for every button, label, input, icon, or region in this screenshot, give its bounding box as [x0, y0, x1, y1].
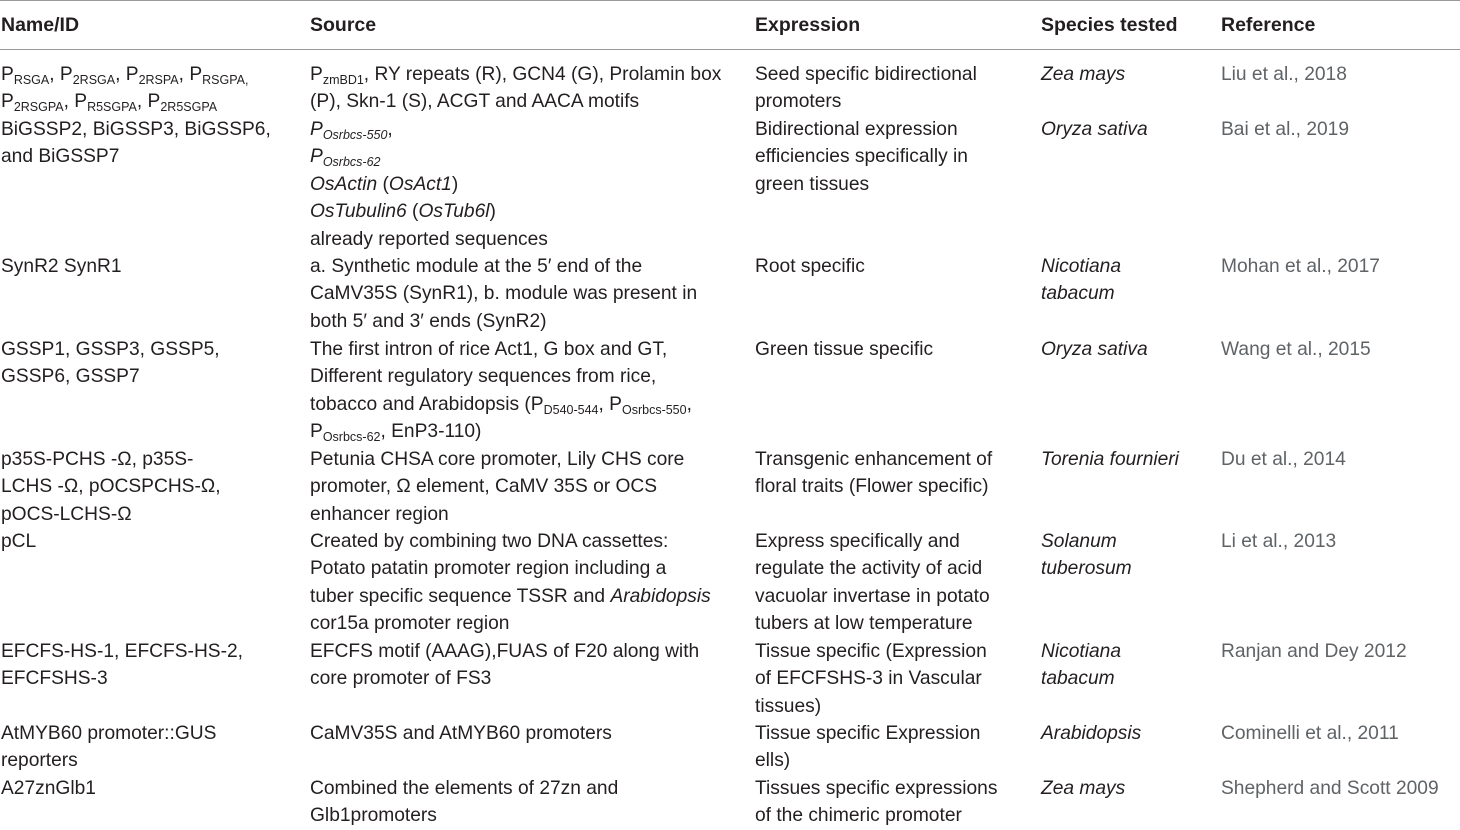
cell-line: Cominelli et al., 2011	[1221, 723, 1399, 744]
cell-line: Seed specific bidirectional	[755, 64, 977, 85]
cell-line: of the chimeric promoter	[755, 805, 962, 827]
cell-line: $P_{2RSGPA}$, $P_{R5SGPA}$, $P_{2R5SGPA}$	[1, 91, 218, 115]
cell-line: Different regulatory sequences from rice,	[310, 366, 657, 388]
cell-name-id	[1, 446, 221, 528]
cell-line: Tissue specific (Expression	[755, 641, 987, 662]
cell-line: $P_{zmBD1}$, RY repeats (R), GCN4 (G), Prolamin box	[310, 64, 722, 87]
cell-line: Ranjan and Dey 2012	[1221, 641, 1407, 662]
cell-line: and BiGSSP7	[1, 146, 120, 168]
cell-line: The first intron of rice Act1, G box and GT,	[310, 339, 668, 360]
cell-source	[310, 720, 612, 747]
header-source: Source	[310, 14, 377, 36]
cell-species	[1041, 638, 1121, 693]
cell-line: $P_{Osrbcs-550}$,	[310, 119, 393, 142]
cell-name-id	[1, 528, 36, 555]
cell-name-id	[1, 720, 216, 775]
cell-source	[310, 446, 684, 528]
cell-expression	[755, 253, 865, 280]
cell-line: OsActin (OsAct1)	[310, 173, 459, 195]
cell-line: tuberosum	[1041, 558, 1132, 580]
cell-line: enhancer region	[310, 503, 449, 525]
cell-name-id	[1, 116, 271, 171]
cell-line: pOCS-LCHS-Ω	[1, 503, 132, 525]
cell-source	[310, 528, 711, 638]
cell-expression	[755, 446, 992, 501]
cell-line: Tissue specific Expression	[755, 723, 981, 744]
header-rule	[0, 49, 1460, 50]
cell-line: reporters	[1, 750, 78, 772]
cell-line: Created by combining two DNA cassettes:	[310, 531, 669, 552]
cell-line: Express specifically and	[755, 531, 960, 552]
header-name-id: Name/ID	[1, 14, 80, 36]
cell-line: Oryza sativa	[1041, 119, 1148, 140]
cell-line: tabacum	[1041, 283, 1115, 305]
header-species-tested: Species tested	[1041, 14, 1178, 36]
cell-species	[1041, 61, 1125, 88]
cell-line: regulate the activity of acid	[755, 558, 983, 580]
cell-expression	[755, 116, 968, 198]
table-top-rule	[0, 0, 1460, 1]
cell-name-id	[1, 336, 220, 391]
cell-line: Du et al., 2014	[1221, 449, 1346, 470]
cell-line: Liu et al., 2018	[1221, 64, 1347, 85]
cell-reference	[1221, 775, 1439, 802]
cell-expression	[755, 336, 933, 363]
cell-line: already reported sequences	[310, 228, 548, 250]
cell-line: promoters	[755, 91, 842, 113]
cell-line: Petunia CHSA core promoter, Lily CHS core	[310, 449, 685, 470]
cell-line: Green tissue specific	[755, 339, 934, 360]
cell-species	[1041, 775, 1125, 802]
cell-expression	[755, 61, 977, 116]
cell-line: Shepherd and Scott 2009	[1221, 778, 1439, 799]
cell-name-id	[1, 61, 248, 116]
cell-line: EFCFS-HS-1, EFCFS-HS-2,	[1, 641, 243, 662]
cell-line: CaMV35S (SynR1), b. module was present in	[310, 283, 698, 305]
cell-source	[310, 253, 697, 335]
cell-line: tabacum	[1041, 668, 1115, 690]
cell-line: pCL	[1, 531, 37, 552]
cell-name-id	[1, 638, 243, 693]
cell-line: floral traits (Flower specific)	[755, 476, 989, 498]
cell-line: cor15a promoter region	[310, 613, 510, 635]
cell-line: vacuolar invertase in potato	[755, 585, 990, 607]
cell-line: Glb1promoters	[310, 805, 437, 827]
cell-line: tuber specific sequence TSSR and Arabidopsis	[310, 585, 711, 607]
cell-line: CaMV35S and AtMYB60 promoters	[310, 723, 612, 744]
cell-line: tubers at low temperature	[755, 613, 973, 635]
cell-line: EFCFSHS-3	[1, 668, 108, 690]
cell-reference	[1221, 528, 1336, 555]
cell-line: Tissues specific expressions	[755, 778, 998, 799]
cell-species	[1041, 446, 1179, 473]
cell-line: (P), Skn-1 (S), ACGT and AACA motifs	[310, 91, 640, 113]
cell-expression	[755, 775, 997, 830]
cell-line: tissues)	[755, 695, 822, 717]
cell-source	[310, 775, 618, 830]
cell-reference	[1221, 253, 1380, 280]
cell-line: Solanum	[1041, 531, 1117, 552]
cell-expression	[755, 720, 980, 775]
cell-species	[1041, 528, 1132, 583]
cell-line: BiGSSP2, BiGSSP3, BiGSSP6,	[1, 119, 271, 140]
cell-species	[1041, 720, 1141, 747]
cell-line: promoter, Ω element, CaMV 35S or OCS	[310, 476, 658, 498]
cell-name-id	[1, 775, 96, 802]
header-reference: Reference	[1221, 14, 1316, 36]
cell-source	[310, 638, 699, 693]
cell-line: $P_{Osrbcs-62}$	[310, 146, 381, 170]
header-expression: Expression	[755, 14, 861, 36]
cell-line: Li et al., 2013	[1221, 531, 1337, 552]
cell-line: green tissues	[755, 173, 870, 195]
cell-line: A27znGlb1	[1, 778, 96, 799]
cell-reference	[1221, 116, 1349, 143]
cell-species	[1041, 336, 1148, 363]
cell-line: EFCFS motif (AAAG),FUAS of F20 along with	[310, 641, 700, 662]
cell-line: a. Synthetic module at the 5′ end of the	[310, 256, 643, 277]
cell-reference	[1221, 638, 1407, 665]
cell-line: p35S-PCHS -Ω, p35S-	[1, 449, 194, 470]
cell-line: AtMYB60 promoter::GUS	[1, 723, 217, 744]
cell-line: both 5′ and 3′ ends (SynR2)	[310, 310, 547, 332]
cell-line: Mohan et al., 2017	[1221, 256, 1380, 277]
cell-line: of EFCFSHS-3 in Vascular	[755, 668, 982, 690]
cell-species	[1041, 253, 1121, 308]
cell-line: Nicotiana	[1041, 641, 1121, 662]
cell-expression	[755, 638, 987, 720]
cell-line: Transgenic enhancement of	[755, 449, 993, 470]
cell-source	[310, 336, 692, 446]
cell-line: core promoter of FS3	[310, 668, 492, 690]
cell-line: $P_{RSGA}$, $P_{2RSGA}$, $P_{2RSPA}$, $P_{RSGPA,}$	[1, 64, 249, 87]
cell-reference	[1221, 336, 1371, 363]
cell-line: Zea mays	[1041, 778, 1126, 799]
cell-line: tobacco and Arabidopsis ($P_{D540-544}$, $P_{Osrbcs-550}$,	[310, 393, 692, 417]
cell-line: Bai et al., 2019	[1221, 119, 1350, 140]
cell-line: Bidirectional expression	[755, 119, 958, 140]
cell-source	[310, 116, 548, 253]
cell-line: ells)	[755, 750, 791, 772]
cell-line: GSSP1, GSSP3, GSSP5,	[1, 339, 220, 360]
cell-name-id	[1, 253, 122, 280]
cell-source	[310, 61, 721, 116]
cell-expression	[755, 528, 990, 638]
cell-line: SynR2 SynR1	[1, 256, 122, 277]
cell-line: $P_{Osrbcs-62}$, EnP3-110)	[310, 421, 482, 445]
cell-line: LCHS -Ω, pOCSPCHS-Ω,	[1, 476, 221, 498]
cell-line: Oryza sativa	[1041, 339, 1148, 360]
cell-reference	[1221, 720, 1399, 747]
cell-line: GSSP6, GSSP7	[1, 366, 140, 388]
cell-line: Root specific	[755, 256, 865, 277]
cell-line: Combined the elements of 27zn and	[310, 778, 619, 799]
cell-reference	[1221, 446, 1346, 473]
cell-line: efficiencies specifically in	[755, 146, 968, 168]
cell-species	[1041, 116, 1148, 143]
cell-line: Arabidopsis	[1041, 723, 1142, 744]
cell-line: Wang et al., 2015	[1221, 339, 1371, 360]
cell-line: OsTubulin6 (OsTub6l)	[310, 201, 496, 223]
cell-line: Zea mays	[1041, 64, 1126, 85]
cell-reference	[1221, 61, 1347, 88]
cell-line: Potato patatin promoter region including a	[310, 558, 667, 580]
cell-line: Nicotiana	[1041, 256, 1121, 277]
cell-line: Torenia fournieri	[1041, 449, 1179, 470]
